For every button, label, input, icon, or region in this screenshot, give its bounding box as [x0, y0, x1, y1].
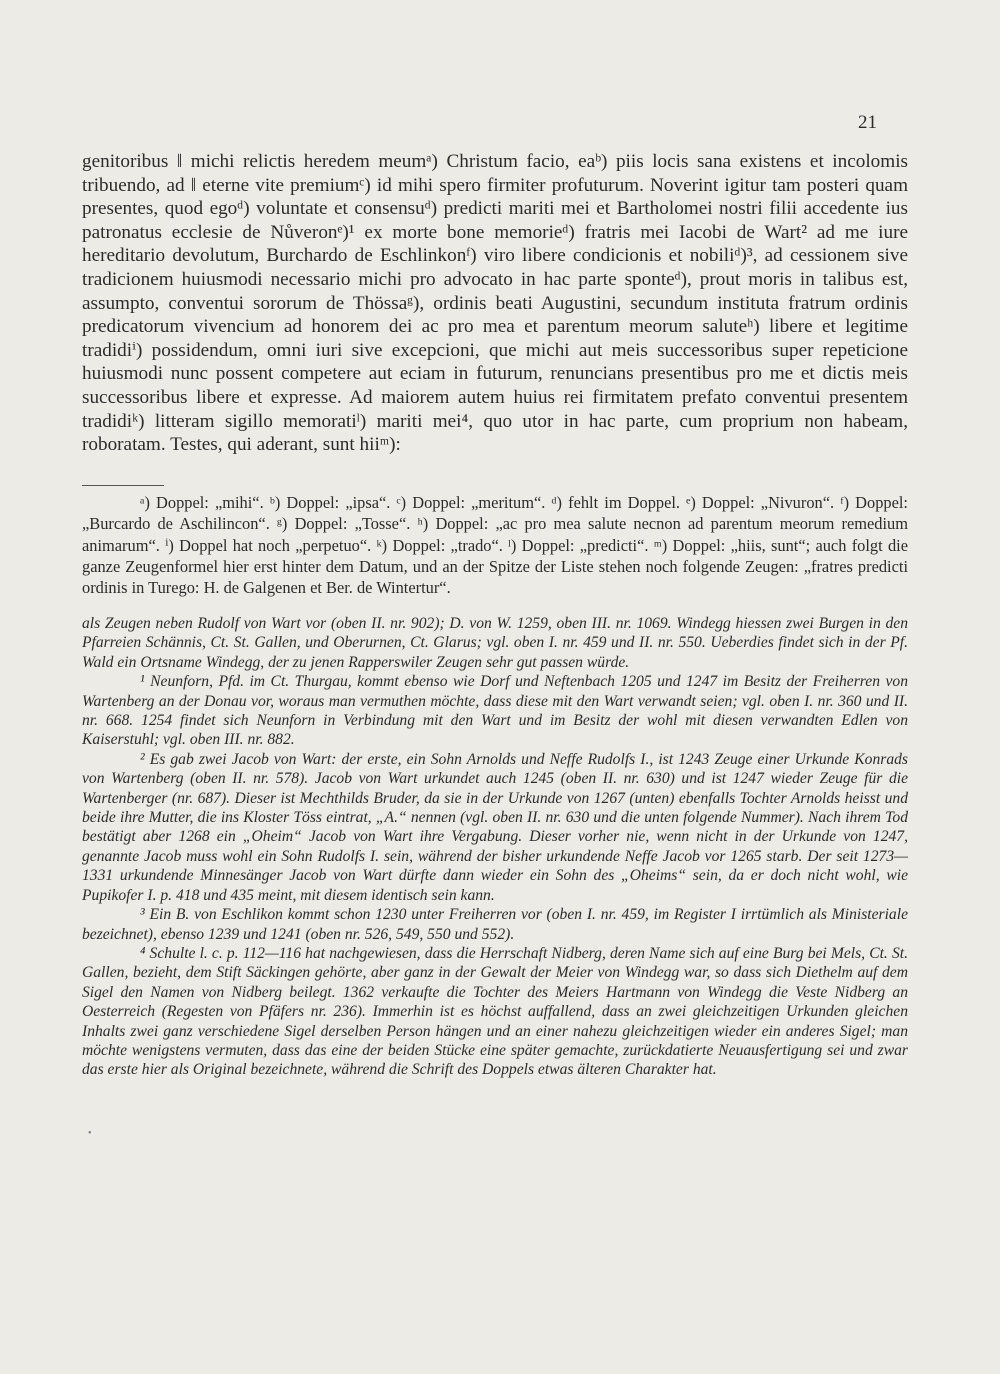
variant-notes	[82, 492, 908, 598]
page-number: 21	[858, 112, 877, 133]
footnote-4: ⁴ Schulte l. c. p. 112—116 hat nachgewiesen, dass die Herrschaft Nidberg, deren Name sich auf eine Burg bei Mels, Ct. St. Gallen, bezieht, dem Stift Säckingen gehörte, aber ganz in der Gewalt der Meier von Windegg war, so dass sich Diethelm auf dem Sigel den Namen von Nidberg beilegt. 1362 verkaufte die Tochter des Meiers Hartmann von Windegg die Veste Nidberg an Oesterreich (Regesten von Pfäfers nr. 236). Immerhin ist es höchst auffallend, dass an zwei gleichzeitigen Urkunden gleichen Inhalts zwei ganz verschiedene Sigel derselben Person hängen und an einer nahezu gleichzeitigen wieder ein anderes Sigel; man möchte wenigstens vermuten, dass das eine der beiden Stücke eine später gemachte, zurückdatierte Neuausfertigung sei und zwar das erste hier als Original bezeichnete, während die Schrift des Doppels etwas älteren Charakter hat.	[82, 944, 908, 1079]
footnote-3: ³ Ein B. von Eschlikon kommt schon 1230 unter Freiherren vor (oben I. nr. 459, im Register I irrtümlich als Ministeriale bezeichnet), ebenso 1239 und 1241 (oben nr. 526, 549, 550 und 552).	[82, 906, 908, 943]
footnote-divider	[82, 485, 164, 486]
commentary-notes	[82, 614, 908, 1080]
commentary-intro: als Zeugen neben Rudolf von Wart vor (oben II. nr. 902); D. von W. 1259, oben III. nr. 1069. Windegg hiessen zwei Burgen in den Pfarreien Schännis, Ct. St. Gallen, und Oberurnen, Ct. Glarus; vgl. oben I. nr. 459 und II. nr. 550. Ueberdies findet sich in der Pf. Wald ein Ortsname Windegg, der zu jenen Rapperswiler Zeugen sehr gut passen würde.	[82, 615, 908, 671]
footnote-2: ² Es gab zwei Jacob von Wart: der erste, ein Sohn Arnolds und Neffe Rudolfs I., ist 1243 Zeuge einer Urkunde Konrads von Wartenberg (oben II. nr. 578). Jacob von Wart urkundet auch 1245 (oben II. nr. 630) und ist 1247 wieder Zeuge für die Wartenberger (nr. 687). Dieser ist Mechthilds Bruder, da sie in der Urkunde von 1267 (unten) ebenfalls Tochter Arnolds heisst und beide ihre Mutter, die ins Kloster Töss eintrat, „A.“ nennen (vgl. oben II. nr. 630 und die unten folgende Nummer). Nach ihrem Tod bestätigt aber 1268 ein „Oheim“ Jacob von Wart ihre Vergabung. Dieser vorher nie, wenn nicht in der Urkunde von 1247, genannte Jacob muss wohl ein Sohn Rudolfs I. sein, während der bisher urkundende Neffe Jacob vor 1265 starb. Der seit 1273—1331 urkundende Minnesänger Jacob von Wart dürfte dann wieder ein Sohn des „Oheims“ sein, da er doch nicht wohl, wie Pupikofer I. p. 418 und 435 meint, mit diesem identisch sein kann.	[82, 750, 908, 904]
footnote-1: ¹ Neunforn, Pfd. im Ct. Thurgau, kommt ebenso wie Dorf und Neftenbach 1205 und 1247 im Besitz der Freiherren von Wartenberg an der Donau vor, woraus man vermuthen möchte, dass diese mit den Wart verwandt seien; vgl. oben I. nr. 360 und II. nr. 668. 1254 findet sich Neunforn in Verbindung mit den Wart und im Besitz der wohl mit diesen verwandten Edlen von Kaiserstuhl; vgl. oben III. nr. 882.	[82, 673, 908, 749]
main-paragraph: genitoribus ‖ michi relictis heredem meumᵃ) Christum facio, eaᵇ) piis locis sana existens et incolomis tribuendo, ad ‖ eterne vite premiumᶜ) id mihi spero firmiter profuturum. Noverint igitur tam posteri quam presentes, quod egoᵈ) voluntate et consensuᵈ) predicti mariti mei et Bartholomei nostri filii accedente ius patronatus ecclesie de Nůveronᵉ)¹ ex morte bone memorieᵈ) fratris mei Iacobi de Wart² ad me iure hereditario devolutum, Burchardo de Eschlinkonᶠ) viro libere condicionis et nobiliᵈ)³, ad cessionem sive tradicionem huiusmodi necessario michi pro advocato in hac parte sponteᵈ), prout moris in talibus est, assumpto, conventui sororum de Thössaᵍ), ordinis beati Augustini, secundum instituta fratrum ordinis predicatorum vivencium ad honorem dei ac pro mea et parentum meorum saluteʰ) libere et legitime tradidiⁱ) possidendum, omni iuri sive excepcioni, que michi aut meis successoribus super repeticione huiusmodi nunc possent competere aut eciam in futurum, renuncians presentibus pro me et dictis meis successoribus libere et expresse. Ad maiorem autem huius rei firmitatem prefato conventui presentem tradidiᵏ) litteram sigillo memoratiˡ) mariti mei⁴, quo utor in hac parte, cum proprium non habeam, roboratam. Testes, qui aderant, sunt hiiᵐ):	[82, 151, 908, 456]
stray-mark: •	[88, 1128, 92, 1139]
variant-notes-paragraph: ᵃ) Doppel: „mihi“. ᵇ) Doppel: „ipsa“. ᶜ) Doppel: „meritum“. ᵈ) fehlt im Doppel. ᵉ) Doppel: „Nivuron“. ᶠ) Doppel: „Burcardo de Aschilincon“. ᵍ) Doppel: „Tosse“. ʰ) Doppel: „ac pro mea salute necnon ad parentum meorum remedium animarum“. ⁱ) Doppel hat noch „perpetuo“. ᵏ) Doppel: „trado“. ˡ) Doppel: „predicti“. ᵐ) Doppel: „hiis, sunt“; auch folgt die ganze Zeugenformel hier erst hinter dem Datum, und an der Spitze der Liste stehen noch folgende Zeugen: „fratres predicti ordinis in Turego: H. de Galgenen et Ber. de Wintertur“.	[82, 493, 908, 598]
charter-text	[82, 150, 908, 457]
